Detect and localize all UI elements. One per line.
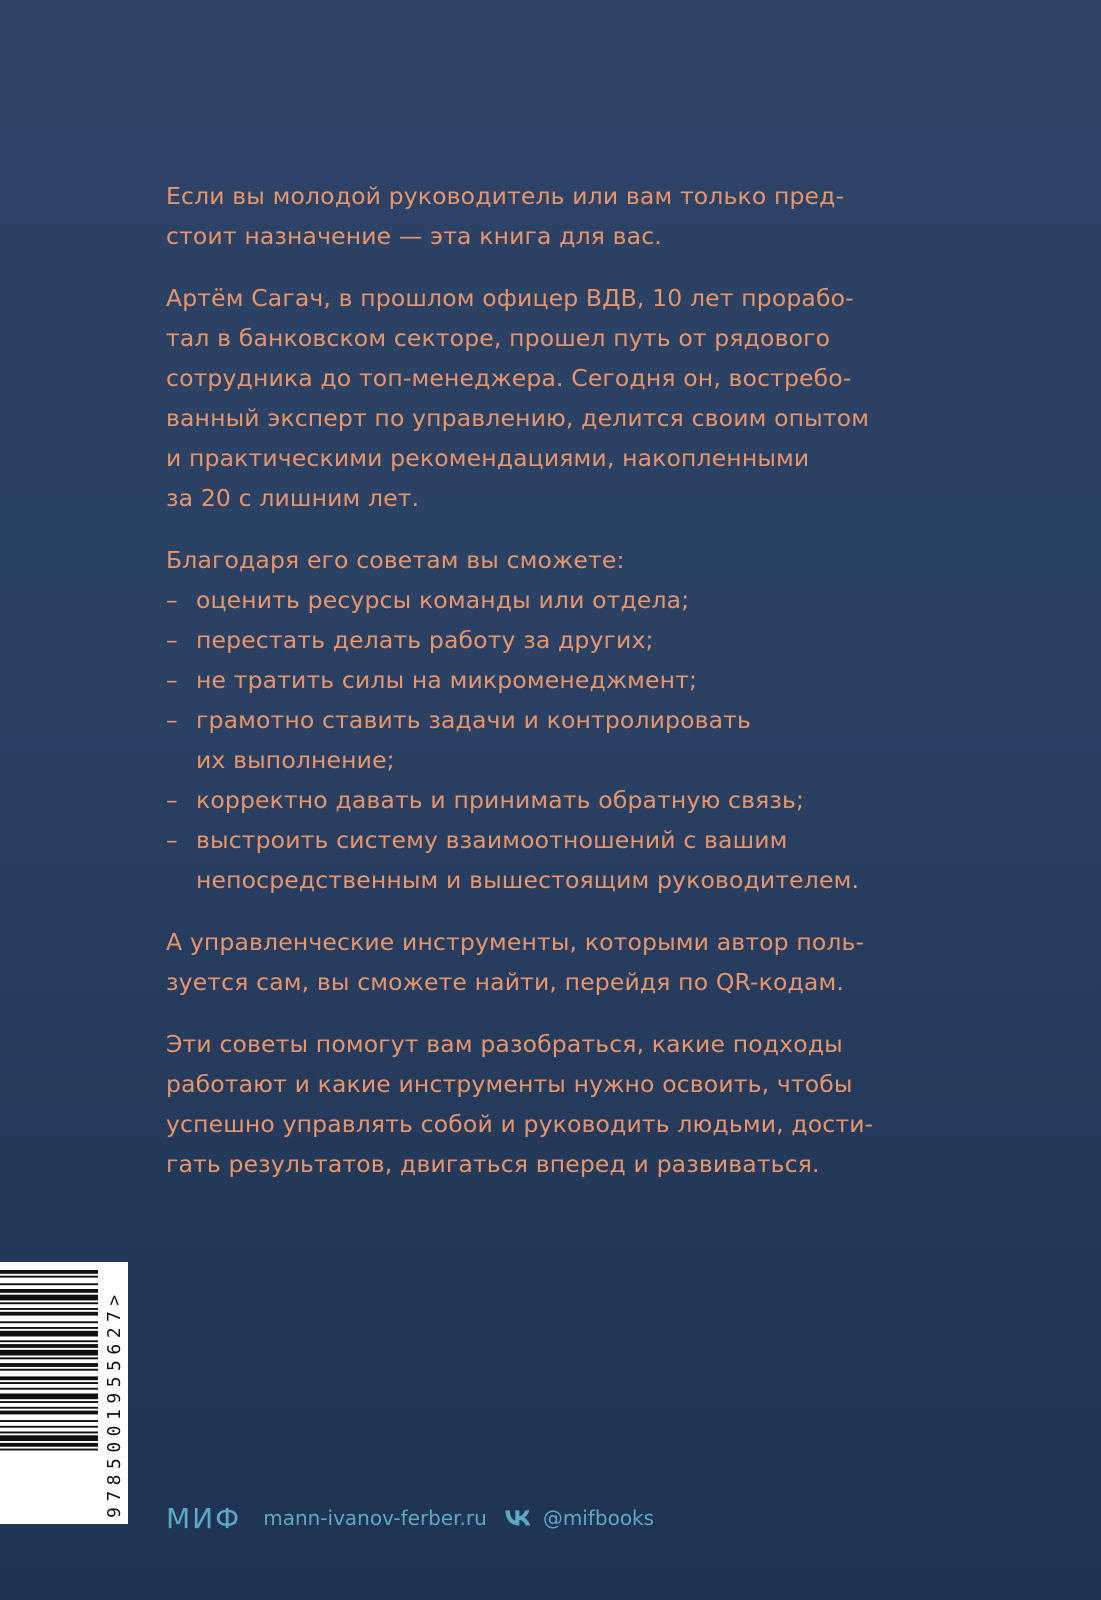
text-line: успешно управлять собой и руководить людьми, дости- <box>166 1110 874 1138</box>
barcode-bar <box>0 1443 98 1447</box>
text-line: сотрудника до топ-менеджера. Сегодня он, востребо- <box>166 364 852 392</box>
barcode-bar <box>0 1340 98 1342</box>
list-item <box>166 580 956 620</box>
barcode-bar <box>0 1382 98 1384</box>
publisher-logo: МИФ <box>166 1501 242 1535</box>
annotation-text <box>166 176 956 1206</box>
list-item-continuation: их выполнение; <box>196 746 395 774</box>
barcode-bar <box>0 1388 98 1390</box>
publisher-website[interactable]: mann-ivanov-ferber.ru <box>263 1506 487 1530</box>
list-item-text: корректно давать и принимать обратную связь; <box>196 786 805 814</box>
barcode-bar <box>0 1283 98 1285</box>
list-item <box>166 660 956 700</box>
bullet-dash: – <box>166 786 178 814</box>
text-line: Если вы молодой руководитель или вам только пред- <box>166 182 845 210</box>
list-item <box>166 780 956 820</box>
list-item-text: перестать делать работу за других; <box>196 626 654 654</box>
text-line: работают и какие инструменты нужно освоить, чтобы <box>166 1070 853 1098</box>
text-line: ванный эксперт по управлению, делится своим опытом <box>166 404 870 432</box>
barcode-bar <box>0 1394 98 1400</box>
bullet-dash: – <box>166 586 178 614</box>
text-line: Эти советы помогут вам разобраться, какие подходы <box>166 1030 843 1058</box>
paragraph-closing <box>166 1024 956 1184</box>
barcode-bar <box>0 1432 98 1434</box>
barcode-digits: 9785001955627> <box>104 1289 125 1518</box>
barcode-bar <box>0 1276 98 1278</box>
barcode-bars <box>0 1262 98 1524</box>
barcode-bar <box>0 1363 98 1367</box>
text-line: гать результатов, двигаться вперед и развиваться. <box>166 1150 820 1178</box>
barcode-bar <box>0 1401 98 1403</box>
text-line: тал в банковском секторе, прошел путь от рядового <box>166 324 831 352</box>
bullet-dash: – <box>166 626 178 654</box>
barcode-bar <box>0 1376 98 1380</box>
barcode-bar <box>0 1435 98 1441</box>
barcode-bar <box>0 1270 98 1274</box>
barcode-bar <box>0 1420 98 1422</box>
list-item-text: грамотно ставить задачи и контролировать <box>196 706 752 734</box>
barcode-bar <box>0 1344 98 1348</box>
list-item <box>166 700 956 740</box>
barcode-bar <box>0 1350 98 1356</box>
barcode-bar <box>0 1369 98 1371</box>
bullet-dash: – <box>166 826 178 854</box>
barcode-bar <box>0 1312 98 1316</box>
list-item-continuation: непосредственным и вышестоящим руководителем. <box>196 866 860 894</box>
list-item-text: не тратить силы на микроменеджмент; <box>196 666 698 694</box>
barcode-bar <box>0 1331 98 1337</box>
barcode-bar <box>0 1321 98 1323</box>
barcode-bar <box>0 1449 98 1451</box>
paragraph-author <box>166 278 956 518</box>
text-line: стоит назначение — эта книга для вас. <box>166 222 662 250</box>
benefits-lead: Благодаря его советам вы сможете: <box>166 546 625 574</box>
barcode-bar <box>0 1295 98 1301</box>
barcode-bar <box>0 1357 98 1359</box>
text-line: А управленческие инструменты, которыми автор поль- <box>166 928 865 956</box>
text-line: зуется сам, вы сможете найти, перейдя по QR-кодам. <box>166 968 844 996</box>
bullet-dash: – <box>166 666 178 694</box>
social-handle[interactable]: @mifbooks <box>542 1506 655 1530</box>
text-line: за 20 с лишним лет. <box>166 484 420 512</box>
list-item <box>166 820 956 860</box>
paragraph-benefits <box>166 540 956 900</box>
barcode-bar <box>0 1308 98 1310</box>
list-item-text: выстроить систему взаимоотношений с вашим <box>196 826 788 854</box>
text-line: и практическими рекомендациями, накопленными <box>166 444 810 472</box>
list-item <box>166 620 956 660</box>
paragraph-intro <box>166 176 956 256</box>
publisher-footer <box>166 1498 654 1538</box>
text-line: Артём Сагач, в прошлом офицер ВДВ, 10 лет прорабо- <box>166 284 854 312</box>
vk-icon <box>505 1510 531 1526</box>
barcode-bar <box>0 1407 98 1409</box>
barcode-bar <box>0 1289 98 1293</box>
barcode-bar <box>0 1302 98 1304</box>
paragraph-tools <box>166 922 956 1002</box>
list-item-text: оценить ресурсы команды или отдела; <box>196 586 690 614</box>
barcode-bar <box>0 1411 98 1415</box>
bullet-dash: – <box>166 706 178 734</box>
barcode-bar <box>0 1327 98 1329</box>
barcode-bar <box>0 1426 98 1428</box>
